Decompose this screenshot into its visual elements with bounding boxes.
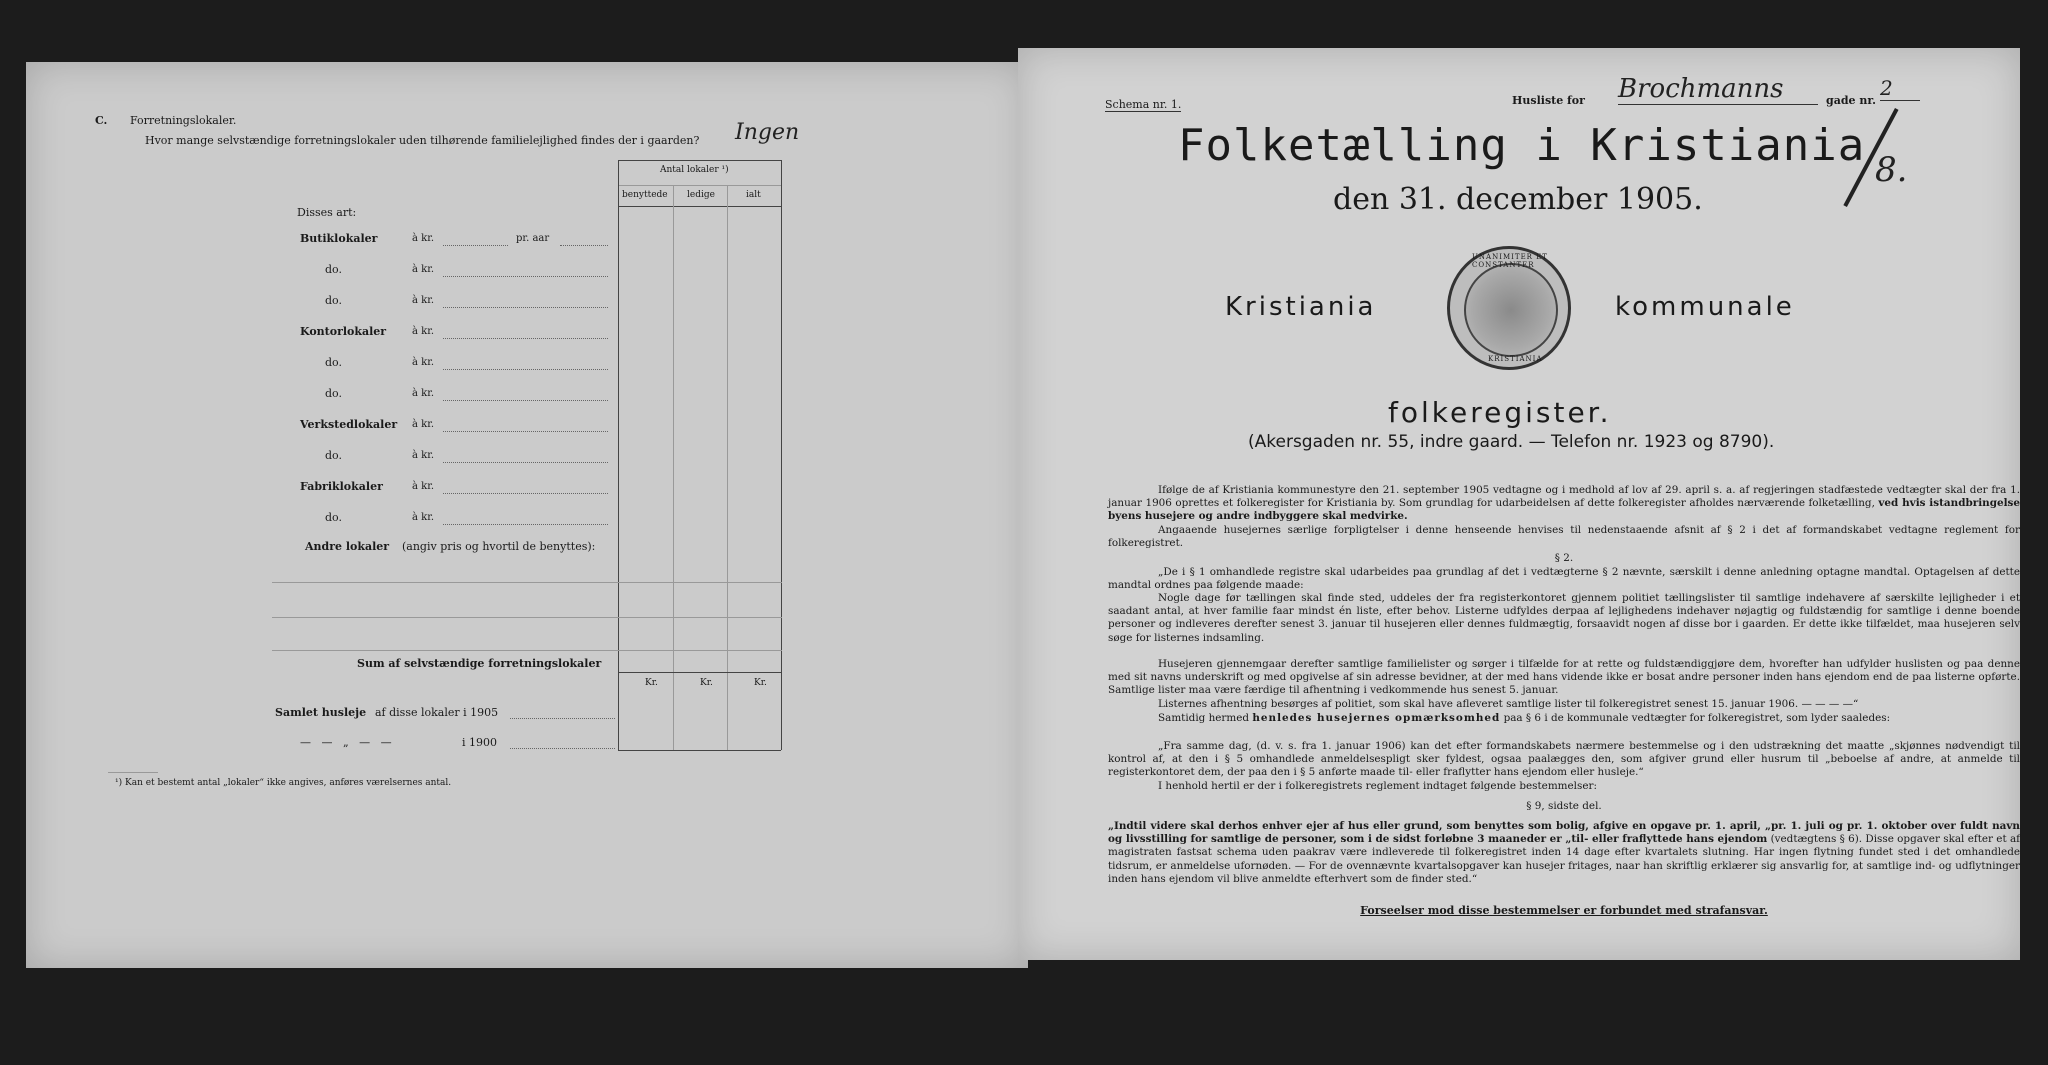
table-col-line	[673, 185, 674, 750]
seal-bottom-text: KRISTIANIA	[1488, 355, 1543, 363]
section-letter: C.	[95, 114, 108, 127]
col-header-benyttede: benyttede	[622, 190, 668, 200]
paragraph-intro-bold: ved hvis istandbringelse byens husejere og andre indbyggere skal medvirke.	[1108, 497, 2020, 523]
paragraph-indtil	[1108, 820, 2020, 886]
indtil-bold: „Indtil videre skal derhos enhver ejer af hus eller grund, som benyttes som bolig, afgive en opgave pr. 1. april, „pr. 1. juli og pr. 1. oktober over fuldt navn og livsstilling for samtlige de personer, som i de sidst forløbne 3 maaneder er „til- eller fraflyttede hans ejendom	[1108, 820, 2020, 846]
question-answer: Ingen	[735, 120, 800, 145]
left-page	[26, 62, 1028, 968]
dotted-line	[443, 431, 608, 432]
kr-label: Kr.	[754, 678, 767, 688]
seal-center	[1464, 263, 1558, 357]
dotted-line	[443, 276, 608, 277]
table-col-line	[727, 185, 728, 750]
row-akr: à kr.	[412, 419, 435, 430]
dotted-line	[443, 400, 608, 401]
dotted-line	[443, 245, 508, 246]
dotted-line	[443, 369, 608, 370]
row-label-do: do.	[325, 263, 342, 276]
paragraph-mandtal: „De i § 1 omhandlede registre skal udarbeides paa grundlag af det i vedtægterne § 2 nævnte, særskilt i denne anledning optagne mandtal. Optagelsen af dette mandtal ordnes paa følgende maade:	[1108, 566, 2020, 592]
row-akr: à kr.	[412, 233, 435, 244]
andre-lokaler-label: Andre lokaler	[305, 540, 390, 553]
row-akr: à kr.	[412, 295, 435, 306]
paragraph-afhentning: Listernes afhentning besørges af politiet, som skal have afleveret samtlige lister til folkeregistret senest 15. januar 1906. — — — —“	[1158, 698, 1859, 710]
table-col-line	[618, 160, 619, 750]
paragraph-paragraf-6: „Fra samme dag, (d. v. s. fra 1. januar 1906) kan det efter formandskabets nærmere bestemmelse og i den udstrækning det maatte „skjønnes nødvendigt til kontrol af, at den i § 5 omhandlede anmeldelsespligt sker fyldest, ogsaa paalægges den, som afgiver grund eller husrum til „beboelse af andre, at anmelde til registerkontoret dem, der paa den i § 5 anførte maade til- eller fraflytter hans ejendom eller husleje.“	[1108, 740, 2020, 779]
paragraph-samtidig	[1108, 712, 2020, 725]
final-warning: Forseelser mod disse bestemmelser er forbundet med strafansvar.	[1360, 904, 1768, 917]
gade-number: 2	[1880, 76, 1920, 101]
row-label-do: do.	[325, 449, 342, 462]
footnote: ¹) Kan et bestemt antal „lokaler“ ikke angives, anføres værelsernes antal.	[115, 778, 452, 788]
row-akr: à kr.	[412, 264, 435, 275]
row-label-kontorlokaler: Kontorlokaler	[300, 325, 387, 338]
folkeregister-label: folkeregister.	[1388, 396, 1612, 429]
gade-label: gade nr.	[1826, 94, 1876, 107]
andre-lokaler-note: (angiv pris og hvortil de benyttes):	[402, 540, 596, 553]
row-extra-pr-aar: pr. aar	[516, 233, 550, 244]
sum-line	[618, 672, 781, 673]
census-date: den 31. december 1905.	[1333, 182, 1703, 217]
blank-line	[272, 650, 782, 651]
city-seal-icon	[1447, 246, 1571, 370]
row-label-do: do.	[325, 356, 342, 369]
row-akr: à kr.	[412, 326, 435, 337]
paragraph-listerne: Nogle dage før tællingen skal finde sted, uddeles der fra registerkontoret gjennem politiet tællingslister til samtlige indehavere af særskilte lejligheder i et saadant antal, at hver familie faar mindst én liste, efter behov. Listerne udfyldes derpaa af lejlighedens indehaver nøjagtig og fuldstændig for samtlige i denne boende personer og indleveres derefter senest 3. januar til husejeren eller dennes fuldmægtig, forsaavidt nogen af disse bor i gaarden. Er dette ikke tilfældet, maa husejeren selv søge for listernes indsamling.	[1108, 592, 2020, 644]
paragraph-husejere: Angaaende husejernes særlige forpligtelser i denne henseende henvises til nedenstaaende afsnit af § 2 i det af formandskabet vedtagne reglement for folkeregistret.	[1108, 524, 2020, 550]
section-title: Forretningslokaler.	[130, 114, 237, 127]
dotted-line	[510, 748, 615, 749]
row-label-do: do.	[325, 387, 342, 400]
table-header: Antal lokaler ¹)	[660, 165, 729, 175]
blank-line	[272, 617, 782, 618]
table-bottom-line	[618, 750, 781, 751]
dotted-line	[510, 718, 615, 719]
row-akr: à kr.	[412, 512, 435, 523]
section-9-heading: § 9, sidste del.	[1526, 800, 1602, 812]
husliste-label: Husliste for	[1512, 94, 1585, 107]
disses-art-label: Disses art:	[297, 206, 357, 219]
col-header-ledige: ledige	[687, 190, 715, 200]
dotted-line	[560, 245, 608, 246]
samtidig-bold: henledes husejernes opmærksomhed	[1252, 712, 1501, 724]
dotted-line	[443, 462, 608, 463]
table-subheader-line	[618, 206, 781, 207]
table-col-line	[781, 160, 782, 750]
table-header-divider	[618, 185, 781, 186]
table-top-line	[618, 160, 781, 161]
blank-line	[272, 582, 782, 583]
office-address: (Akersgaden nr. 55, indre gaard. — Telefon nr. 1923 og 8790).	[1248, 432, 1775, 452]
street-handwritten: Brochmanns	[1618, 74, 1818, 105]
paragraph-henhold: I henhold hertil er der i folkeregistrets reglement indtaget følgende bestemmelser:	[1158, 780, 1597, 792]
footnote-rule	[108, 772, 158, 773]
kommunale-label: kommunale	[1615, 292, 1795, 322]
dashes: — — „ — —	[300, 736, 392, 749]
col-header-ialt: ialt	[746, 190, 761, 200]
row-akr: à kr.	[412, 450, 435, 461]
dotted-line	[443, 307, 608, 308]
row-akr: à kr.	[412, 388, 435, 399]
kr-label: Kr.	[645, 678, 658, 688]
schema-label: Schema nr. 1.	[1105, 98, 1182, 111]
indtil-text: (vedtægtens § 6). Disse opgaver skal efter et af magistraten fastsat schema uden paakrav være indleverede til folkeregistret inden 14 dage efter kvartalets slutning. Har ingen flytning fundet sted i det omhandlede tidsrum, er anmeldelse ufornøden. — For de ovennævnte kvartalsopgaver kan husejer fritages, naar han skriftlig erklærer sig ansvarlig for, at samtlige ind- og udflytninger inden hans ejendom vil blive anmeldte efterhvert som de finder sted.“	[1108, 833, 2020, 885]
paragraph-husejeren: Husejeren gjennemgaar derefter samtlige familielister og sørger i tilfælde for at rette og fuldstændiggjøre dem, hvorefter han udfylder huslisten og paa denne med sit navns underskrift og med opgivelse af sin adresse bevidner, at der med hans vidende ikke er bosat andre personer inden hans ejendom end de paa listerne opførte. Samtlige lister maa være færdige til afhentning i vedkommende hus senest 5. januar.	[1108, 658, 2020, 697]
paragraph-intro	[1108, 484, 2020, 524]
samlet-husleje-rest: af disse lokaler i 1905	[375, 706, 499, 719]
dotted-line	[443, 338, 608, 339]
paragraph-intro-text: Ifølge de af Kristiania kommunestyre den 21. september 1905 vedtagne og i medhold af lov af 29. april s. a. af regjeringen stadfæstede vedtægter skal der fra 1. januar 1906 oprettes et folkeregister for Kristiania by. Som grundlag for udarbeidelsen af dette folkeregister afholdes nærværende folketælling,	[1108, 484, 2020, 510]
year-1900: i 1900	[462, 736, 498, 749]
samtidig-rest: paa § 6 i de kommunale vedtægter for folkeregistret, som lyder saaledes:	[1503, 712, 1891, 724]
kristiania-label: Kristiania	[1225, 292, 1377, 322]
row-label-butiklokaler: Butiklokaler	[300, 232, 378, 245]
section-2-heading: § 2.	[1554, 552, 1574, 564]
question-text: Hvor mange selvstændige forretningslokaler uden tilhørende familielejlighed findes der i gaarden?	[145, 134, 700, 147]
seal-top-text: UNANIMITER ET CONSTANTER	[1472, 253, 1548, 269]
row-akr: à kr.	[412, 481, 435, 492]
samtidig-text: Samtidig hermed	[1158, 712, 1250, 724]
row-akr: à kr.	[412, 357, 435, 368]
page-title: Folketælling i Kristiania	[1178, 120, 1866, 171]
dotted-line	[443, 493, 608, 494]
samlet-husleje-label: Samlet husleje	[275, 706, 367, 719]
sum-label: Sum af selvstændige forretningslokaler	[357, 657, 602, 670]
row-label-verkstedlokaler: Verkstedlokaler	[300, 418, 398, 431]
kr-label: Kr.	[700, 678, 713, 688]
row-label-fabriklokaler: Fabriklokaler	[300, 480, 383, 493]
dotted-line	[443, 524, 608, 525]
row-label-do: do.	[325, 294, 342, 307]
margin-mark: 8.	[1875, 150, 1908, 190]
row-label-do: do.	[325, 511, 342, 524]
